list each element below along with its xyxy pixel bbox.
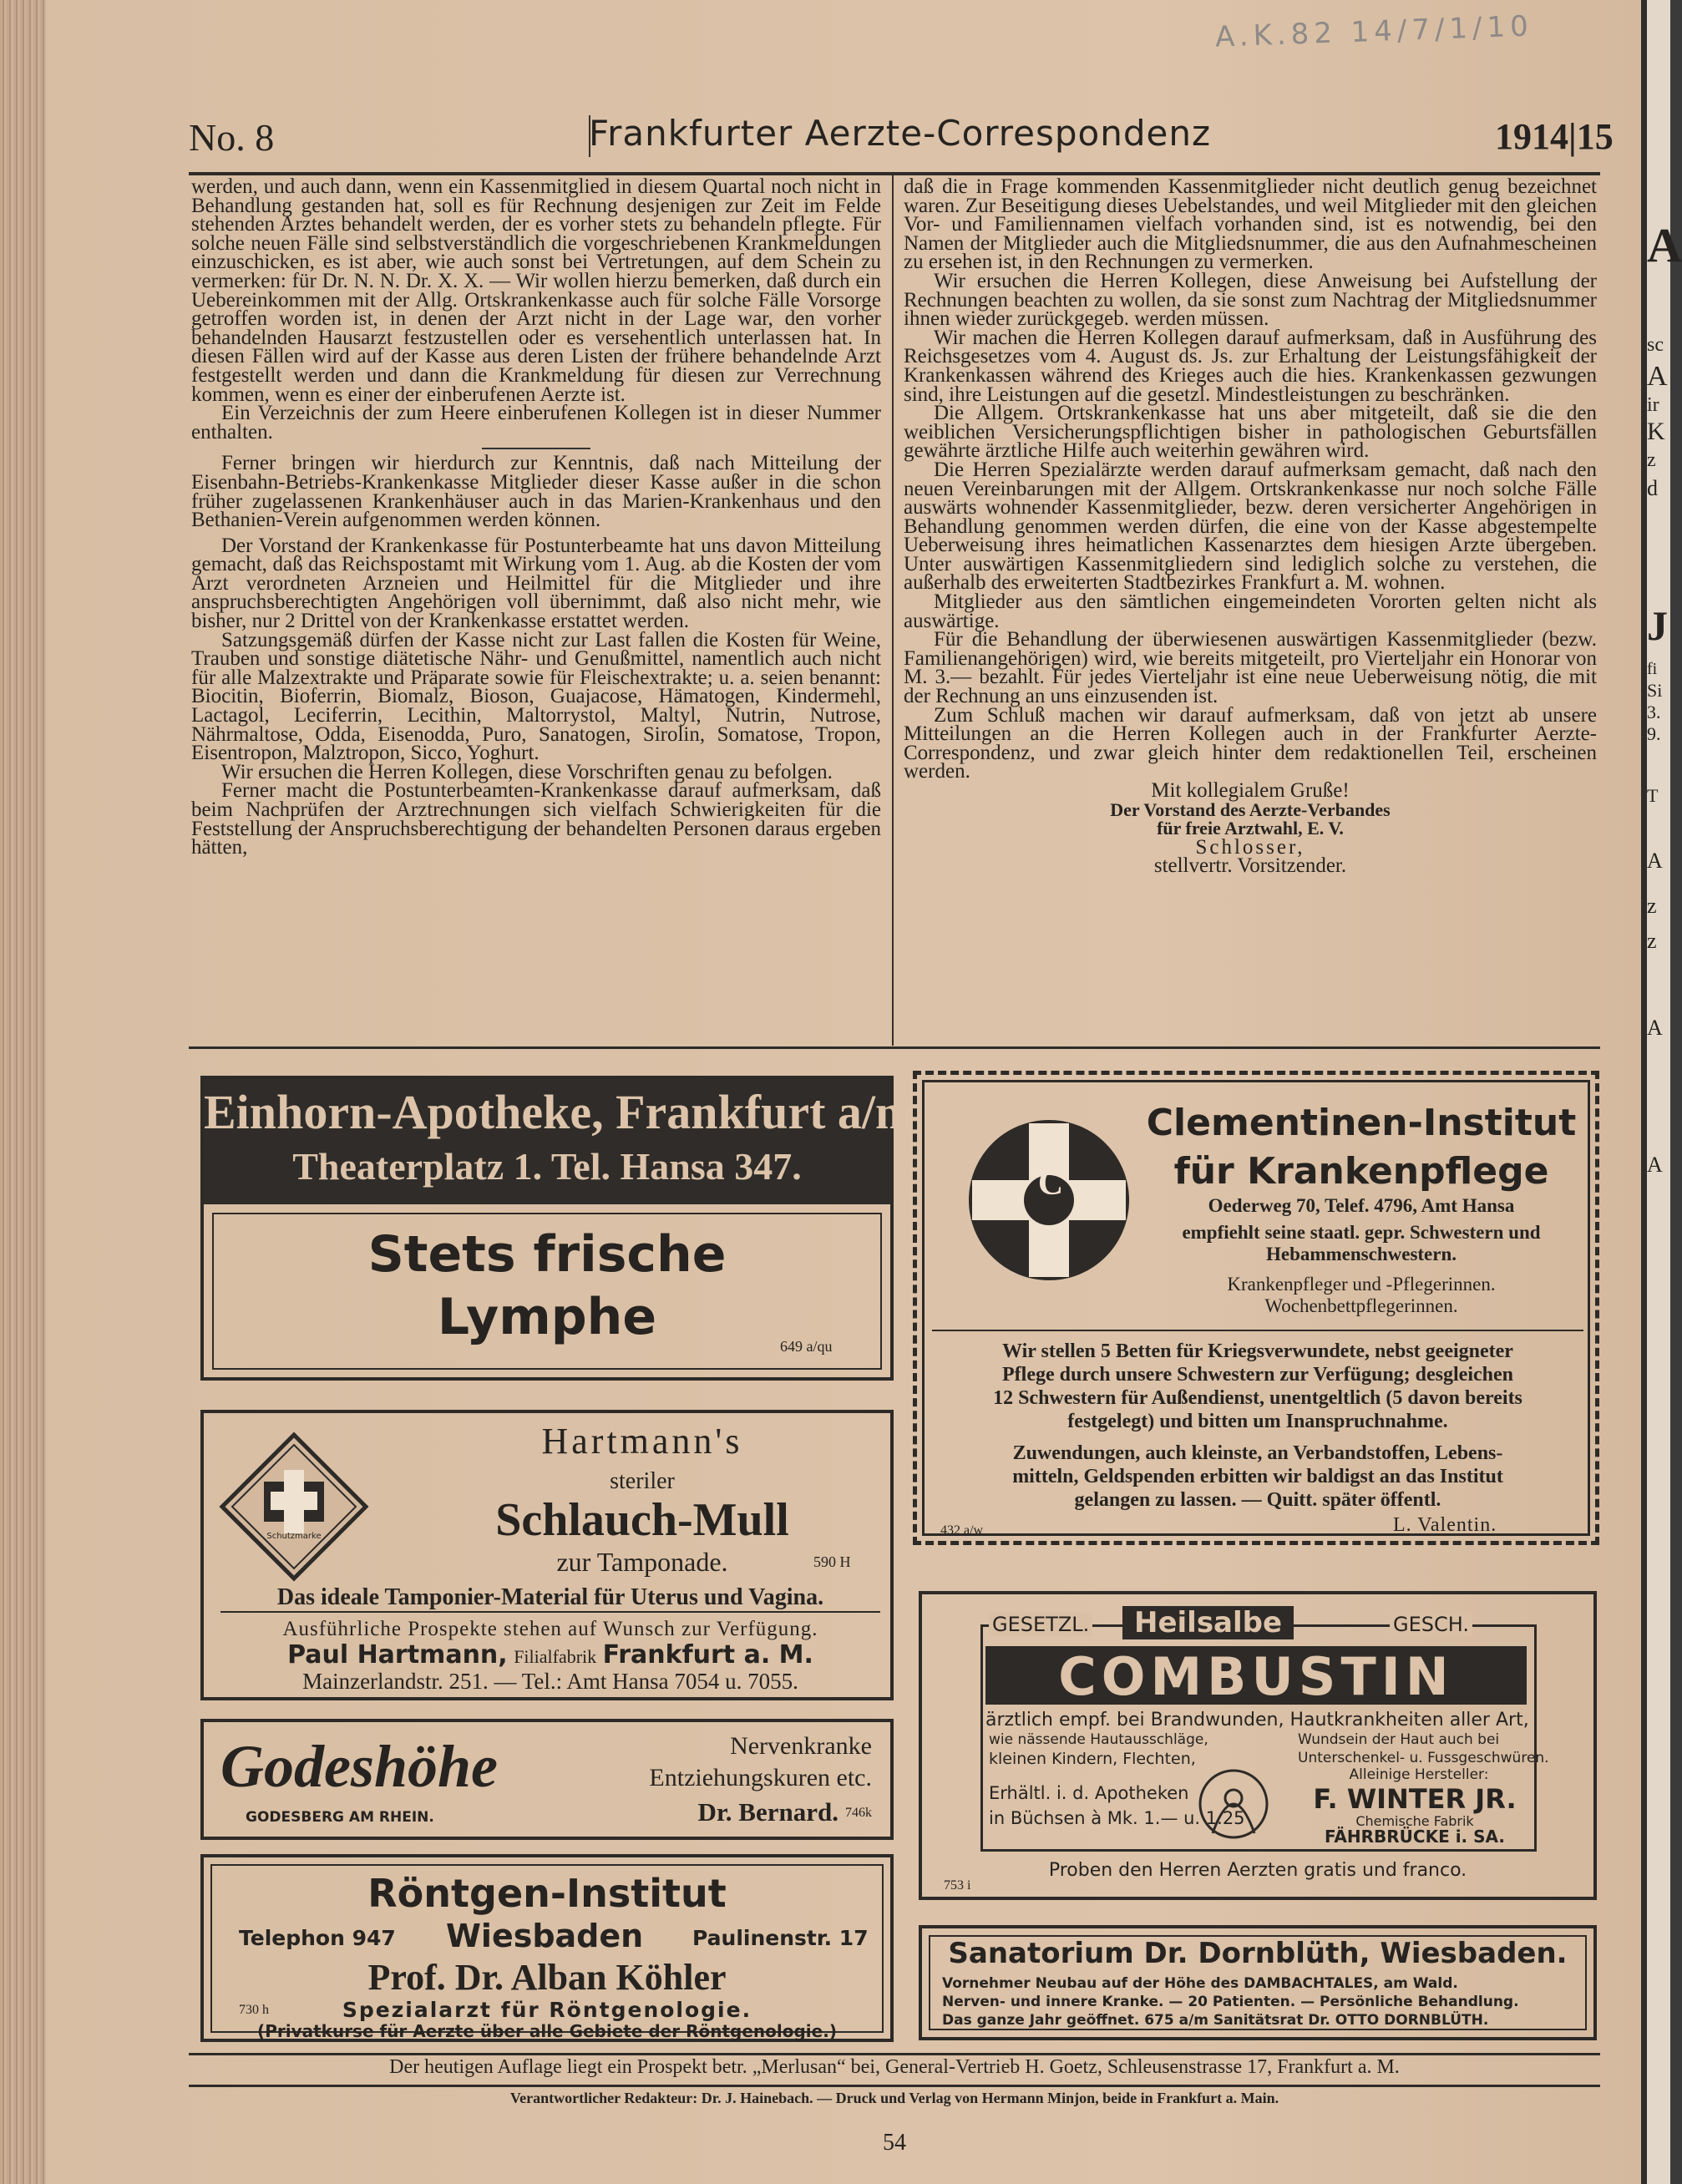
ad-roentgen-institut: [200, 1854, 894, 2042]
ad-text: Pflege durch unsere Schwestern zur Verfügung; desgleichen: [1002, 1364, 1513, 1386]
ad-text: Proben den Herren Aerzten gratis und franco.: [1048, 1860, 1467, 1881]
ad-text: Unterschenkel- u. Fussgeschwüren.: [1298, 1750, 1549, 1766]
ad-text: Vornehmer Neubau auf der Höhe des DAMBACHTALES, am Wald.: [942, 1975, 1458, 1992]
divider: [482, 448, 590, 449]
ad-text: mitteln, Geldspenden erbitten wir baldigst an das Institut: [1012, 1466, 1503, 1487]
ad-place: GODESBERG AM RHEIN.: [246, 1809, 434, 1826]
ad-sanatorium-dornblueth: [919, 1925, 1597, 2040]
volume-year: 1914|15: [1495, 116, 1614, 157]
footer-editor: Verantwortlicher Redakteur: Dr. J. Hainebach. — Druck und Verlag von Hermann Minjon, beide in Frankfurt a. Main.: [509, 2090, 1279, 2106]
footer-rule: [189, 2053, 1600, 2055]
ad-slogan: Stets frische: [367, 1225, 727, 1284]
firm-filial: Filialfabrik: [514, 1646, 597, 1667]
ad-text: in Büchsen à Mk. 1.— u. 1.25: [989, 1808, 1245, 1828]
ad-heading: Sanatorium Dr. Dornblüth, Wiesbaden.: [948, 1937, 1568, 1970]
ad-text: empfiehlt seine staatl. gepr. Schwestern und: [1182, 1222, 1541, 1243]
ad-code: 590 H: [813, 1553, 851, 1570]
paragraph: Mitglieder aus den sämtlichen eingemeindeten Vororten gelten nicht als auswärtige.: [904, 590, 1597, 632]
fragment: fi: [1647, 660, 1658, 678]
left-column: [191, 175, 881, 859]
hartmann-logo-icon: [219, 1432, 369, 1582]
ad-doctor: Prof. Dr. Alban Köhler: [367, 1957, 727, 1998]
next-page-edge: [1647, 0, 1682, 2184]
ad-text: Wochenbettpflegerinnen.: [1264, 1295, 1458, 1316]
paragraph: Die Allgem. Ortskrankenkasse hat uns aber mitgeteilt, daß sie die den weiblichen Versicherungspflichtigen bisher in pathologischen Geburtsfällen gewährte ärztliche Hilfe auch weiterhin gewähren wird.: [904, 402, 1597, 463]
ad-text: ärztlich empf. bei Brandwunden, Hautkrankheiten aller Art,: [985, 1710, 1529, 1730]
ad-text: Entziehungskuren etc.: [649, 1764, 872, 1791]
ad-tagline: Das ideale Tamponier-Material für Uterus und Vagina.: [220, 1584, 880, 1613]
ad-text: Das ganze Jahr geöffnet. 675 a/m Sanitätsrat Dr. OTTO DORNBLÜTH.: [942, 2012, 1489, 2029]
firm-name: Paul Hartmann,: [287, 1640, 508, 1670]
ad-text: Zuwendungen, auch kleinste, an Verbandstoffen, Lebens-: [1012, 1442, 1503, 1464]
ad-maker: F. WINTER JR.: [1313, 1783, 1517, 1815]
ad-text: 12 Schwestern für Außendienst, unentgeltlich (5 davon bereits: [993, 1387, 1522, 1409]
fragment: T: [1647, 785, 1659, 806]
logo-text: Schutzmarke: [266, 1532, 322, 1541]
ad-label: Heilsalbe: [1122, 1606, 1294, 1639]
ad-street: Paulinenstr. 17: [692, 1926, 869, 1950]
paragraph: Zum Schluß machen wir darauf aufmerksam, daß von jetzt ab unsere Mitteilungen an die Herren Kollegen auch in der Frankfurter Aerzte-Correspondenz, und zwar gleich hinter dem redaktionellen Teil, erscheinen werden.: [904, 703, 1597, 783]
issue-number: No. 8: [189, 116, 275, 159]
ad-text: Chemische Fabrik: [1355, 1813, 1474, 1829]
ad-signature: L. Valentin.: [1393, 1514, 1497, 1536]
ad-slogan-2: Lymphe: [437, 1288, 657, 1346]
fragment: z: [1647, 929, 1657, 953]
firm-city: Frankfurt a. M.: [602, 1640, 813, 1670]
ad-heading: Clementinen-Institut: [1146, 1102, 1577, 1144]
fragment: A: [1647, 849, 1663, 873]
ad-label: GESCH.: [1390, 1613, 1472, 1636]
paragraph: Wir machen die Herren Kollegen darauf aufmerksam, daß in Ausführung des Reichsgesetzes vom 4. August ds. Js. zur Erhaltung der Leistungsfähigkeit der Krankenkassen während des Krieges auch die hies. Krankenkassen gezwungen sind, ihre Leistungen auf die gesetzl. Mindestleistungen zu beschränken.: [904, 326, 1597, 406]
closing-greeting: Mit kollegialem Gruße!: [1151, 779, 1350, 802]
ad-clementinen-institut: [913, 1071, 1599, 1545]
closing-board-2: für freie Arztwahl, E. V.: [1157, 818, 1344, 839]
ad-brand: COMBUSTIN: [1058, 1646, 1454, 1707]
ad-text: wie nässende Hautausschläge,: [989, 1731, 1208, 1748]
paragraph: werden, und auch dann, wenn ein Kassenmitglied in diesem Quartal noch nicht in Behandlung gestanden hat, soll es für Rechnung desjenigen zur Zeit im Felde stehenden Arztes behandelt werden, der es vorher stets zu behandeln pflegte. Für solche neuen Fälle sind selbstverständlich die vorgeschriebenen Krankmeldungen einzuschicken, es ist aber, wie auch sonst bei Vertretungen, auf dem Schein zu vermerken: für Dr. N. N. Dr. X. X. — Wir wollen hierzu bemerken, daß durch ein Uebereinkommen mit der Allg. Ortskrankenkasse auch für solche Fälle Vorsorge getroffen worden ist, in denen der Arzt nicht in der Lage war, den vorher behandelnden Hausarzt festzustellen oder es versehentlich unterlassen hat. In diesen Fällen wird auf der Kasse aus deren Listen der frühere behandelnde Arzt festgestellt werden und dann die Krankmeldung für diesen zur Verrechnung kommen, wenn es einer der einberufenen Aerzte ist.: [191, 175, 881, 406]
ad-text: (Privatkurse für Aerzte über alle Gebiete der Röntgenologie.): [257, 2021, 837, 2041]
ad-text: Wundsein der Haut auch bei: [1298, 1731, 1500, 1748]
fragment: d: [1647, 476, 1658, 500]
ad-text: FÄHRBRÜCKE i. SA.: [1325, 1827, 1505, 1847]
ad-address: Mainzerlandstr. 251. — Tel.: Amt Hansa 7054 u. 7055.: [302, 1669, 798, 1694]
ad-text: Krankenpfleger und -Pflegerinnen.: [1227, 1274, 1496, 1295]
footer-notice: Der heutigen Auflage liegt ein Prospekt betr. „Merlusan“ bei, General-Vertrieb H. Goetz, Schleusenstrasse 17, Frankfurt a. M.: [389, 2056, 1400, 2078]
journal-title: Frankfurter Aerzte-Correspondenz: [589, 113, 1212, 154]
fragment: A: [1647, 1016, 1663, 1040]
fragment: K: [1647, 418, 1665, 445]
ad-address: Oederweg 70, Telef. 4796, Amt Hansa: [1208, 1195, 1515, 1216]
right-column: [904, 175, 1597, 878]
paragraph: daß die in Frage kommenden Kassenmitglieder nicht deutlich genug bezeichnet waren. Zur Beseitigung dieses Uebelstandes, und weil Mitglieder mit den gleichen Vor- und Familiennamen vielfach vorhanden sind, ist es notwendig, bei den Namen der Mitglieder auch die Mitgliedsnummer, die aus den Aufnahmescheinen zu ersehen ist, in den Rechnungen zu vermerken.: [904, 175, 1597, 274]
ad-text: Spezialarzt für Röntgenologie.: [342, 1998, 752, 2022]
ad-city: Wiesbaden: [446, 1918, 644, 1954]
fragment: Si: [1647, 680, 1663, 701]
ad-firm-line: [220, 1640, 880, 1670]
paragraph: Ein Verzeichnis der zum Heere einberufenen Kollegen ist in dieser Nummer enthalten.: [191, 402, 881, 443]
ad-code: 432 a/w: [940, 1523, 984, 1538]
closing-board: Der Vorstand des Aerzte-Verbandes: [1110, 798, 1391, 820]
ad-text: kleinen Kindern, Flechten,: [989, 1750, 1196, 1768]
ad-heading: Röntgen-Institut: [367, 1871, 727, 1916]
ad-text: Wir stellen 5 Betten für Kriegsverwundete, nebst geeigneter: [1002, 1340, 1513, 1362]
fragment: A: [1647, 1153, 1663, 1177]
paragraph: Ferner bringen wir hierdurch zur Kenntnis, daß nach Mitteilung der Eisenbahn-Betriebs-Krankenkasse Mitglieder dieser Kasse außer in die schon früher zugelassenen Krankenhäuser auch in das Marien-Krankenhaus und den Bethanien-Verein aufgenommen werden können.: [191, 452, 881, 532]
ad-heading: Einhorn-Apotheke, Frankfurt a/m: [204, 1085, 916, 1139]
ad-text: Nervenkranke: [730, 1732, 872, 1760]
paragraph: Satzungsgemäß dürfen der Kasse nicht zur Last fallen die Kosten für Weine, Trauben und sonstige diätetische Nähr- und Genußmittel, namentlich auch nicht für alle Malzextrakte und Präparate sowie für Fleischextrakte; u. a. seien benannt: Biocitin, Bioferrin, Biomalz, Bioson, Guajacose, Hämatogen, Kindermehl, Lactagol, Leciferrin, Lecithin, Maltorrystol, Maltyl, Nutrin, Nutrose, Nährmaltose, Odda, Eisenodda, Puro, Sanatogen, Sirolin, Somatose, Tropon, Eisentropon, Malztropon, Sicco, Yoghurt.: [191, 628, 881, 765]
fragment: A: [1647, 218, 1682, 272]
paragraph: Die Herren Spezialärzte werden darauf aufmerksam gemacht, daß nach den neuen Vereinbarungen mit der Allgem. Ortskrankenkasse nur noch solche Fälle auswärts wohnender Kassenmitglieder, bezw. deren versicherter Angehörigen in Behandlung genommen werden dürfen, die eine von der Kasse abgestempelte Ueberweisung ihres heimatlichen Kassenarztes dem hiesigen Arzte übergeben. Unter auswärtigen Kassenmitgliedern sind lediglich solche zu verstehen, die außerhalb des erweiterten Stadtbezirkes Frankfurt a. M. wohnen.: [904, 458, 1597, 595]
paragraph: Wir ersuchen die Herren Kollegen, diese Anweisung bei Aufstellung der Rechnungen beachten zu wollen, da sie sonst zum Nachtrag der Mitgliedsnummer ihnen wieder zurückgegeb. werden müssen.: [904, 269, 1597, 331]
fragment: J: [1647, 602, 1668, 649]
ad-brand: Hartmann's: [541, 1421, 743, 1462]
page-number: 54: [883, 2130, 906, 2156]
binding-gutter: [0, 0, 46, 2184]
ad-text: Ausführliche Prospekte stehen auf Wunsch zur Verfügung.: [282, 1618, 818, 1640]
ad-divider: [932, 1330, 1583, 1331]
ad-text: Alleinige Hersteller:: [1349, 1766, 1489, 1783]
ad-product: Schlauch-Mull: [495, 1494, 789, 1546]
ad-code: 730 h: [239, 2003, 269, 2017]
fragment: ir: [1647, 394, 1659, 416]
fragment: 3.: [1647, 702, 1661, 722]
paragraph: Für die Behandlung der überwiesenen auswärtigen Kassenmitglieder (bezw. Familienangehörigen) wird, wie bereits mitgeteilt, pro Vierteljahr ein Honorar von M. 3.— bezahlt. Für jedes Vierteljahr ist eine neue Ueberweisung nötig, die mit der Rechnung an uns einzusenden ist.: [904, 628, 1597, 708]
fragment: A: [1647, 361, 1668, 392]
ad-purpose: zur Tamponade.: [556, 1547, 728, 1577]
ad-text: Hebammenschwestern.: [1265, 1244, 1457, 1264]
footer-rule: [189, 2085, 1600, 2087]
ad-text: gelangen zu lassen. — Quitt. später öffentl.: [1074, 1489, 1441, 1511]
ad-hartmann: [200, 1410, 894, 1700]
column-divider: [892, 175, 894, 1046]
ad-code: 649 a/qu: [780, 1338, 833, 1355]
ad-combustin: [919, 1591, 1597, 1900]
closing-name: Schlosser,: [1195, 835, 1305, 859]
fragment: sc: [1647, 334, 1664, 356]
ad-phone: Telephon 947: [239, 1926, 396, 1950]
fragment: 9.: [1647, 723, 1661, 744]
section-rule: [189, 1046, 1600, 1049]
closing-role: stellvertr. Vorsitzender.: [1153, 854, 1347, 878]
ad-heading-2: für Krankenpflege: [1173, 1150, 1549, 1193]
pencil-note: A.K.82 14/7/1/10: [1214, 9, 1534, 54]
ad-code: 746k: [845, 1806, 872, 1820]
ad-brand: Godeshöhe: [220, 1733, 499, 1800]
fragment: z: [1647, 449, 1656, 471]
paragraph: Ferner macht die Postunterbeamten-Krankenkasse darauf aufmerksam, daß beim Nachprüfen der Arztrechnungen sich vielfach Schwierigkeiten für die Feststellung der Anspruchsberechtigung der behandelten Personen daraus ergeben hätten,: [191, 779, 881, 859]
logo-letter: C: [1037, 1164, 1064, 1203]
paragraph: Der Vorstand der Krankenkasse für Postunterbeamte hat uns davon Mitteilung gemacht, daß das Reichspostamt mit Wirkung vom 1. Aug. ab die Kosten der vom Arzt verordneten Arzneien und Heilmittel für die Mitglieder und ihre anspruchsberechtigten Angehörigen voll übernimmt, daß also nicht mehr, wie bisher, nur 2 Drittel von der Krankenkasse erstattet werden.: [191, 534, 881, 633]
ad-address: Theaterplatz 1. Tel. Hansa 347.: [292, 1145, 802, 1188]
ad-godeshoehe: [200, 1719, 894, 1840]
ad-label: GESETZL.: [989, 1613, 1092, 1636]
fragment: z: [1647, 894, 1657, 918]
ad-text: festgelegt) und bitten um Inanspruchnahme.: [1067, 1411, 1448, 1432]
ad-text: Erhältl. i. d. Apotheken: [989, 1783, 1189, 1803]
ad-einhorn-apotheke: [200, 1076, 916, 1381]
ad-code: 753 i: [944, 1878, 971, 1893]
ad-text: Nerven- und innere Kranke. — 20 Patienten. — Persönliche Behandlung.: [942, 1994, 1519, 2010]
ad-doctor: Dr. Bernard.: [697, 1797, 838, 1827]
combustin-emblem-icon: [1188, 1766, 1279, 1842]
paragraph: Wir ersuchen die Herren Kollegen, diese Vorschriften genau zu befolgen.: [221, 760, 833, 783]
ad-subtitle: steriler: [610, 1468, 675, 1494]
